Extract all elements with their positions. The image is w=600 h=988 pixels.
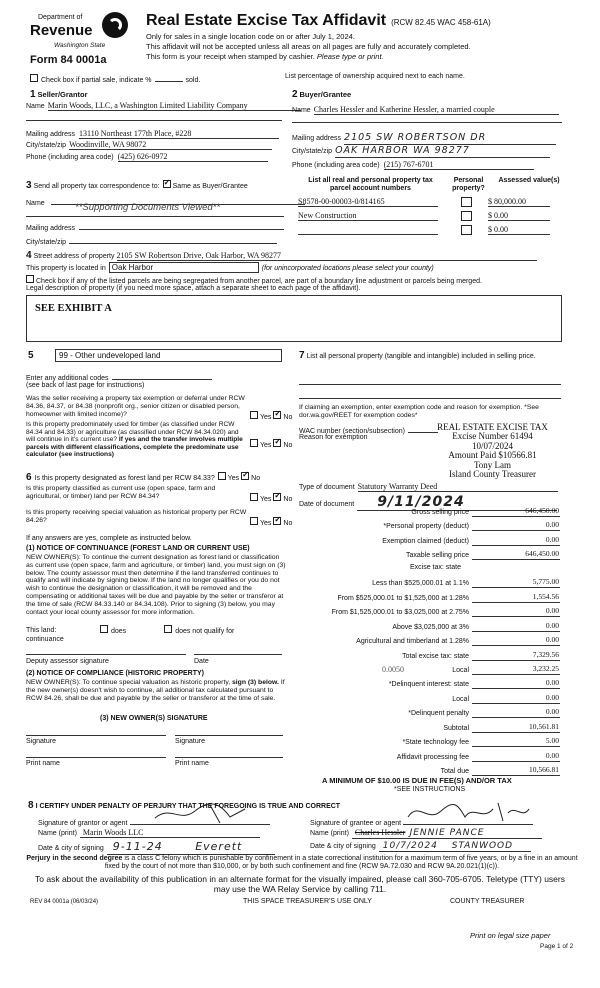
delinquent-interest-row xyxy=(300,678,560,689)
delinquent-interest-label: *Delinquent interest: state xyxy=(388,680,469,688)
excise-tax-state-label: Excise tax: state xyxy=(410,564,461,571)
total-due-value[interactable]: 10,566.81 xyxy=(472,766,560,776)
current-use-no-label: No xyxy=(283,496,293,503)
taxable-selling-label: Taxable selling price xyxy=(405,551,469,559)
tier-3-label: From $1,525,000.01 to $3,025,000 at 2.75% xyxy=(331,608,469,616)
exemption-no-checkbox[interactable] xyxy=(273,411,281,419)
ownership-note: List percentage of ownership acquired next to each name. xyxy=(285,73,465,80)
grantor-name-row xyxy=(38,828,260,838)
legal-description-field[interactable] xyxy=(26,295,562,342)
grantee-name-handwritten: JENNIE PANCE xyxy=(409,828,485,838)
correspondence-name-label: Name xyxy=(26,200,45,207)
grantor-signature-field[interactable] xyxy=(130,815,270,825)
grantee-date-label: Date & city of signing xyxy=(310,843,376,850)
total-excise-state-row xyxy=(300,650,560,661)
grantor-date: 9-11-24 xyxy=(112,840,163,853)
personal-property-deduct-row xyxy=(300,520,560,531)
personal-property-line-2[interactable] xyxy=(299,398,561,399)
buyer-mailing-field[interactable]: 2105 SW ROBERTSON DR xyxy=(344,133,556,145)
legal-description-label: Legal description of property (if you need more space, attach a separate sheet to each page of the affidavit). xyxy=(26,285,361,292)
local-tax-row xyxy=(300,664,560,675)
grantor-name-field[interactable]: Marin Woods LLC xyxy=(80,828,260,838)
partial-sale-label-a: Check box if partial sale, indicate % xyxy=(41,77,152,84)
parcel-account-3[interactable] xyxy=(298,225,438,235)
does-checkbox[interactable] xyxy=(100,625,108,633)
tier-3-value[interactable]: 0.00 xyxy=(472,607,560,617)
correspondence-city-label: City/state/zip xyxy=(26,239,67,246)
timber-no-label: No xyxy=(283,442,293,449)
located-in-select[interactable]: Oak Harbor xyxy=(109,262,259,273)
exemption-answer xyxy=(250,411,292,422)
segregated-label: Check box if any of the listed parcels are being segregated from another parcel, are part of a boundary line adjustment or parcels being merged. xyxy=(36,278,482,285)
print-name-label-1: Print name xyxy=(26,760,60,767)
tier-1-row xyxy=(300,577,560,588)
alt-format-notice: To ask about the availability of this publication in an alternate format for the visually impaired, please call 360-705-6705. Teletype (TTY) users may use the WA Relay Service by calling 711. xyxy=(35,874,565,894)
subtotal-label: Subtotal xyxy=(443,724,469,732)
rcw-reference: (RCW 82.45 WAC 458-61A) xyxy=(391,18,491,27)
notice-2-body-c: If the new owner(s) doesn't wish to continue, all additional tax calculated pursuant to RCW 84.26, shall be due and payable by the seller or transferor at the time of sale. xyxy=(26,679,285,702)
affidavit-fee-value[interactable]: 0.00 xyxy=(472,752,560,762)
section-7-number: 7 xyxy=(299,350,305,361)
perjury-bold: Perjury in the second degree xyxy=(26,855,123,862)
buyer-mailing-row xyxy=(292,133,556,145)
correspondence-mailing-label: Mailing address xyxy=(26,225,76,232)
grantee-date: 10/7/2024 xyxy=(382,841,438,851)
taxable-selling-value[interactable]: 646,450.00 xyxy=(472,550,560,560)
grantor-date-row xyxy=(38,841,275,855)
correspondence-mailing-field[interactable] xyxy=(79,222,284,230)
page-number: Page 1 of 2 xyxy=(540,943,574,950)
correspondence-heading-row xyxy=(26,180,248,192)
section-3-number: 3 xyxy=(26,180,32,191)
exemption-claimed-label: Exemption claimed (deduct) xyxy=(382,537,469,545)
land-use-select[interactable]: 99 - Other undeveloped land xyxy=(55,349,282,362)
form-number: Form 84 0001a xyxy=(30,54,107,66)
timber-yes-checkbox[interactable] xyxy=(250,439,258,447)
buyer-phone-field[interactable]: (215) 767-6701 xyxy=(384,160,534,170)
buyer-city-field[interactable]: OAK HARBOR WA 98277 xyxy=(335,146,550,158)
form-title-row xyxy=(146,12,491,30)
state-line: Washington State xyxy=(54,42,106,49)
historic-no-label: No xyxy=(283,520,293,527)
section-6-number: 6 xyxy=(26,472,32,483)
grantee-name-struck: Charles Hessler xyxy=(354,828,406,837)
stamp-line-4: Amount Paid $10566.81 xyxy=(448,450,537,461)
buyer-name-field[interactable]: Charles Hessler and Katherine Hessler, a married couple xyxy=(314,105,559,115)
additional-codes-field[interactable] xyxy=(112,372,212,380)
local-tax-value[interactable]: 3,232.25 xyxy=(472,665,560,675)
grantor-name-label: Name (print) xyxy=(38,830,77,837)
forest-no-label: No xyxy=(251,475,261,482)
document-type-field[interactable]: Statutory Warranty Deed xyxy=(358,482,558,492)
stamp-line-6: Island County Treasurer xyxy=(449,469,536,480)
certify-heading: I CERTIFY UNDER PENALTY OF PERJURY THAT THE FOREGOING IS TRUE AND CORRECT xyxy=(35,803,341,810)
supporting-docs-stamp: **Supporting Documents Viewed** xyxy=(75,202,221,213)
located-in-label: This property is located in xyxy=(26,265,106,272)
affidavit-fee-row xyxy=(300,751,560,762)
tech-fee-row xyxy=(300,736,560,747)
dept-line: Department of xyxy=(38,14,83,21)
tier-3-row xyxy=(300,606,560,617)
historic-question: Is this property receiving special valuation as historical property per RCW 84.26? xyxy=(26,509,247,524)
parcel-personal-checkbox-2[interactable] xyxy=(461,211,472,221)
current-use-yes-label: Yes xyxy=(260,496,272,503)
notice-2-body-b: sign (3) below. xyxy=(232,679,279,686)
grantee-name-label: Name (print) xyxy=(310,830,349,837)
legal-size-note: Print on legal size paper xyxy=(470,931,551,940)
historic-no-checkbox[interactable] xyxy=(273,517,281,525)
exemption-yes-label: Yes xyxy=(260,414,272,421)
signature-label-1: Signature xyxy=(26,738,56,745)
exemption-yes-checkbox[interactable] xyxy=(250,411,258,419)
timber-no-checkbox[interactable] xyxy=(273,439,281,447)
seller-name-label: Name xyxy=(26,103,45,110)
section-5-number: 5 xyxy=(28,350,34,361)
correspondence-city-row xyxy=(26,236,277,247)
header-line-1: Only for sales in a single location code on or after July 1, 2024. xyxy=(146,32,355,41)
seller-name-line-2[interactable] xyxy=(26,120,282,121)
seller-name-row xyxy=(26,101,301,111)
timber-question xyxy=(26,421,246,459)
grantee-signature-label: Signature of grantee or agent xyxy=(310,820,402,827)
agricultural-label: Agricultural and timberland at 1.28% xyxy=(356,637,469,645)
grantee-signature-field[interactable] xyxy=(403,815,533,825)
notice-2-title: (2) NOTICE OF COMPLIANCE (HISTORIC PROPERTY) xyxy=(26,670,204,677)
rev-number: REV 84 0001a (06/03/24) xyxy=(30,899,99,905)
parcel-row-1 xyxy=(298,197,526,207)
buyer-heading-row xyxy=(292,89,351,101)
parcel-value-1[interactable]: $ 80,000.00 xyxy=(488,197,550,207)
parcel-col-personal-header: Personal property? xyxy=(452,177,485,193)
current-use-question: Is this property classified as current use (open space, farm and agricultural, or timber) land per RCW 84.34? xyxy=(26,485,216,500)
tier-2-label: From $525,000.01 to $1,525,000 at 1.28% xyxy=(337,594,469,602)
taxable-selling-row xyxy=(300,549,560,560)
tier-4-value[interactable]: 0.00 xyxy=(472,622,560,632)
notice-3-title: (3) NEW OWNER(S) SIGNATURE xyxy=(100,715,208,722)
total-excise-state-value[interactable]: 7,329.56 xyxy=(472,651,560,661)
grantee-city: STANWOOD xyxy=(451,841,514,851)
document-date-field[interactable]: 9/11/2024 xyxy=(357,494,557,511)
new-owner-signature-1[interactable] xyxy=(26,735,166,736)
tier-1-label: Less than $525,000.01 at 1.1% xyxy=(372,579,469,587)
street-address-label: Street address of property xyxy=(33,253,115,260)
header-line-2: This affidavit will not be accepted unless all areas on all pages are fully and accurately completed. xyxy=(146,42,471,51)
document-type-row xyxy=(299,482,558,492)
current-use-answer xyxy=(250,493,292,504)
buyer-name-label: Name xyxy=(292,107,311,114)
delinquent-penalty-value[interactable]: 0.00 xyxy=(472,708,560,718)
current-use-no-checkbox[interactable] xyxy=(273,493,281,501)
notice-1-title: (1) NOTICE OF CONTINUANCE (FOREST LAND OR CURRENT USE) xyxy=(26,545,250,552)
correspondence-mailing-row xyxy=(26,222,284,233)
grantor-date-field[interactable] xyxy=(107,841,275,855)
this-land-label: This land: xyxy=(26,627,57,634)
seller-city-field[interactable]: Woodinville, WA 98072 xyxy=(69,140,272,150)
parcel-account-2[interactable]: New Construction xyxy=(298,211,438,221)
section-7-heading xyxy=(299,350,561,362)
tech-fee-value[interactable]: 5.00 xyxy=(472,737,560,747)
partial-sale-label-b: sold. xyxy=(185,77,201,84)
does-label: does xyxy=(111,628,127,635)
buyer-name-row xyxy=(292,105,559,115)
buyer-city-label: City/state/zip xyxy=(292,148,333,155)
answer-note: If any answers are yes, complete as instructed below. xyxy=(26,535,192,542)
parcel-col-value-header: Assessed value(s) xyxy=(498,177,560,184)
notice-2-body xyxy=(26,679,288,702)
additional-codes-note: (see back of last page for instructions) xyxy=(26,382,145,389)
correspondence-city-field[interactable] xyxy=(69,236,277,244)
signature-label-2: Signature xyxy=(175,738,205,745)
parcel-value-2[interactable]: $ 0.00 xyxy=(488,211,550,221)
buyer-name-line-2[interactable] xyxy=(292,122,562,123)
forest-yes-label: Yes xyxy=(227,475,240,482)
agricultural-value[interactable]: 0.00 xyxy=(472,636,560,646)
wac-label: WAC number (section/subsection) xyxy=(299,428,405,435)
legal-description-text: SEE EXHIBIT A xyxy=(35,303,112,314)
delinquent-local-label: Local xyxy=(452,695,469,703)
notice-1-body xyxy=(26,554,288,617)
grantee-signature-scribble-icon xyxy=(403,801,533,825)
seller-heading-row xyxy=(30,89,88,101)
new-owner-print-2[interactable] xyxy=(175,757,283,758)
located-in-note: (for unincorporated locations please select your county) xyxy=(261,265,434,272)
timber-yes-label: Yes xyxy=(260,442,272,449)
historic-yes-checkbox[interactable] xyxy=(250,517,258,525)
header-line-3-row xyxy=(146,53,384,62)
buyer-heading: Buyer/Grantee xyxy=(299,90,352,99)
exemption-question: Was the seller receiving a property tax exemption or deferral under RCW 84.36, 84.37, or 84.38 (nonprofit org., senior citizen or disabled person, homeowner with limited income)? xyxy=(26,395,245,418)
seller-phone-label: Phone (including area code) xyxy=(26,154,114,161)
parcel-personal-checkbox-3[interactable] xyxy=(461,225,472,235)
delinquent-local-value[interactable]: 0.00 xyxy=(472,694,560,704)
deputy-date-line[interactable] xyxy=(194,654,282,655)
document-date-label: Date of document xyxy=(299,501,355,508)
local-tax-label: Local xyxy=(452,666,469,674)
grantee-date-field[interactable] xyxy=(379,841,531,852)
gross-selling-value[interactable]: 646,450.00 xyxy=(472,507,560,517)
seller-phone-field[interactable]: (425) 626-0972 xyxy=(118,152,268,162)
grantor-date-label: Date & city of signing xyxy=(38,845,104,852)
grantor-signature-label: Signature of grantor or agent xyxy=(38,820,128,827)
subtotal-row xyxy=(300,722,560,733)
stamp-line-3: 10/07/2024 xyxy=(471,440,513,451)
parcel-row-2 xyxy=(298,211,508,221)
delinquent-local-row xyxy=(300,693,560,704)
delinquent-penalty-row xyxy=(300,707,560,718)
parcel-row-3 xyxy=(298,225,508,235)
located-in-row xyxy=(26,262,434,273)
correspondence-heading: Send all property tax correspondence to: xyxy=(33,183,160,190)
street-address-row xyxy=(26,250,537,262)
personal-property-deduct-label: *Personal property (deduct) xyxy=(383,522,469,530)
additional-codes-label: Enter any additional codes xyxy=(26,375,109,382)
deputy-date-label: Date xyxy=(194,658,209,665)
grantee-name-field[interactable] xyxy=(352,828,542,839)
seller-mailing-row xyxy=(26,129,279,139)
treasurer-use-only: THIS SPACE TREASURER'S USE ONLY xyxy=(243,898,372,905)
timber-answer xyxy=(250,439,292,450)
subtotal-value[interactable]: 10,561.81 xyxy=(472,723,560,733)
exemption-claimed-row xyxy=(300,535,560,546)
forest-land-row xyxy=(26,472,260,484)
correspondence-line-2[interactable] xyxy=(26,216,284,217)
print-name-label-2: Print name xyxy=(175,760,209,767)
exemption-claimed-value[interactable]: 0.00 xyxy=(472,536,560,546)
see-instructions-note: *SEE INSTRUCTIONS xyxy=(394,786,466,793)
seller-mailing-field[interactable]: 13110 Northeast 177th Place, #228 xyxy=(79,129,279,139)
county-treasurer-label: COUNTY TREASURER xyxy=(450,898,525,905)
tier-2-value[interactable]: 1,554.56 xyxy=(472,593,560,603)
treasurer-stamp xyxy=(410,423,575,480)
exemption-code-note: If claiming an exemption, enter exemption code and reason for exemption. *See dor.wa.gov/REET for exemption codes* xyxy=(299,404,539,419)
tier-2-row xyxy=(300,592,560,603)
seller-city-label: City/state/zip xyxy=(26,142,67,149)
parcel-col-accounts-header: List all real and personal property tax parcel account numbers xyxy=(308,177,433,193)
grantor-city: Everett xyxy=(195,840,243,853)
seller-name-field[interactable]: Marin Woods, LLC, a Washington Limited Liability Company xyxy=(48,101,301,111)
parcel-value-3[interactable]: $ 0.00 xyxy=(488,225,550,235)
segregated-checkbox[interactable] xyxy=(26,275,34,283)
notice-1-body-a: NEW OWNER(S): To continue the current designation as forest land or classification as current use (open space, farm and agriculture, or timber) land, you must sign on (3) below. xyxy=(26,554,286,577)
tier-4-row xyxy=(300,621,560,632)
partial-sale-checkbox[interactable] xyxy=(30,74,38,82)
parcel-personal-checkbox-1[interactable] xyxy=(461,197,472,207)
agricultural-row xyxy=(300,635,560,646)
grantee-signature-row xyxy=(310,815,533,828)
forest-no-checkbox[interactable] xyxy=(241,472,249,480)
buyer-mailing-label: Mailing address xyxy=(292,135,342,142)
local-rate: 0.0050 xyxy=(382,665,404,674)
grantor-signature-scribble-icon xyxy=(150,803,270,825)
personal-property-heading: List all personal property (tangible and intangible) included in selling price. xyxy=(306,353,536,360)
section-8-number: 8 xyxy=(28,800,34,811)
personal-property-line-1[interactable] xyxy=(299,384,561,385)
new-owner-print-1[interactable] xyxy=(26,757,166,758)
gross-selling-label: Gross selling price xyxy=(411,508,469,516)
dor-logo xyxy=(30,12,130,66)
seller-city-row xyxy=(26,140,272,150)
perjury-notice xyxy=(18,855,586,871)
personal-property-deduct-value[interactable]: 0.00 xyxy=(472,521,560,531)
total-excise-state-label: Total excise tax: state xyxy=(402,652,469,660)
historic-answer xyxy=(250,517,292,528)
partial-sale-percent-field[interactable] xyxy=(155,74,183,82)
notice-2-body-a: NEW OWNER(S): To continue special valuation as historic property, xyxy=(26,679,231,686)
new-owner-signature-2[interactable] xyxy=(175,735,283,736)
seller-heading: Seller/Grantor xyxy=(37,90,88,99)
affidavit-fee-label: Affidavit processing fee xyxy=(396,753,469,761)
section-2-number: 2 xyxy=(292,89,298,100)
seller-phone-row xyxy=(26,152,268,162)
section-4-number: 4 xyxy=(26,250,32,261)
section-1-number: 1 xyxy=(30,89,36,100)
deputy-signature-line[interactable] xyxy=(26,654,186,655)
timber-question-b: If yes and the transfer involves multiple parcels with different classifications, complete the predominate use calculator (see instructions) xyxy=(26,436,243,459)
stamp-line-2: Excise Number 61494 xyxy=(452,431,533,442)
reason-label: Reason for exemption xyxy=(299,434,368,441)
timber-question-a: Is this property predominately used for timber (as classified under RCW 84.34 and 84.33) or agriculture (as classified under RCW 84.34.020) and will continue in it's current use? xyxy=(26,421,239,444)
tier-4-label: Above $3,025,000 at 3% xyxy=(392,623,469,631)
stamp-line-5: Tony Lam xyxy=(473,459,512,470)
notice-1-body-b: The county assessor must then determine if the land transferred continues to qualify and will indicate by signing below. If the land no longer qualifies or you do not wish to continue the designation or classification, it will be removed and the compensating or additional taxes will be due and payable by the seller or transferor at the time of sale (RCW 84.33.140 or 84.34.108). Prior to signing (3) below, you may contact your local county assessor for more information. xyxy=(26,569,284,616)
exemption-no-label: No xyxy=(283,414,293,421)
does-not-label: does not qualify for xyxy=(175,628,235,635)
same-as-buyer-label: Same as Buyer/Grantee xyxy=(172,183,248,190)
tech-fee-label: *State technology fee xyxy=(402,738,469,746)
grantee-date-row xyxy=(310,841,531,852)
street-address-field[interactable]: 2105 SW Robertson Drive, Oak Harbor, WA 98277 xyxy=(117,251,537,261)
parcel-account-1[interactable]: S8578-00-00003-0/814165 xyxy=(298,197,438,207)
seller-mailing-label: Mailing address xyxy=(26,131,76,138)
delinquent-interest-value[interactable]: 0.00 xyxy=(472,679,560,689)
grantor-signature-row xyxy=(38,815,270,828)
continuance-label: continuance xyxy=(26,636,64,643)
agency-name: Revenue xyxy=(30,22,93,39)
current-use-yes-checkbox[interactable] xyxy=(250,493,258,501)
forest-land-question: Is this property designated as forest land per RCW 84.33? xyxy=(34,475,215,482)
grantee-name-row xyxy=(310,828,542,839)
deputy-signature-label: Deputy assessor signature xyxy=(26,658,109,665)
stamp-line-1: REAL ESTATE EXCISE TAX xyxy=(437,422,548,432)
total-due-label: Total due xyxy=(440,767,469,775)
total-due-row xyxy=(300,765,560,776)
partial-sale-row xyxy=(30,74,200,85)
qualify-options xyxy=(100,625,234,636)
perjury-text: is a class C felony which is punishable by confinement in a state correctional institution for a maximum term of five years, or by a fine in an amount fixed by the court of not more than $10,000, or by both such confinement and fine (RCW 9A.72.030 and RCW 9A.20.021(1)(c)). xyxy=(104,855,578,871)
does-not-checkbox[interactable] xyxy=(164,625,172,633)
gross-selling-row xyxy=(300,506,560,517)
forest-yes-checkbox[interactable] xyxy=(218,472,226,480)
buyer-city-row xyxy=(292,146,550,158)
header-line-3-italic: Please type or print. xyxy=(316,52,384,61)
document-type-label: Type of document xyxy=(299,484,355,491)
buyer-phone-row xyxy=(292,160,534,170)
historic-yes-label: Yes xyxy=(260,520,272,527)
tier-1-value[interactable]: 5,775.00 xyxy=(472,578,560,588)
form-title: Real Estate Excise Tax Affidavit xyxy=(146,12,387,29)
header-line-3: This form is your receipt when stamped by cashier. xyxy=(146,52,315,61)
minimum-due-note: A MINIMUM OF $10.00 IS DUE IN FEE(S) AND/OR TAX xyxy=(322,776,512,785)
logo-swoosh-icon xyxy=(102,12,128,38)
delinquent-penalty-label: *Delinquent penalty xyxy=(408,709,469,717)
same-as-buyer-checkbox[interactable] xyxy=(163,180,171,188)
buyer-phone-label: Phone (including area code) xyxy=(292,162,380,169)
